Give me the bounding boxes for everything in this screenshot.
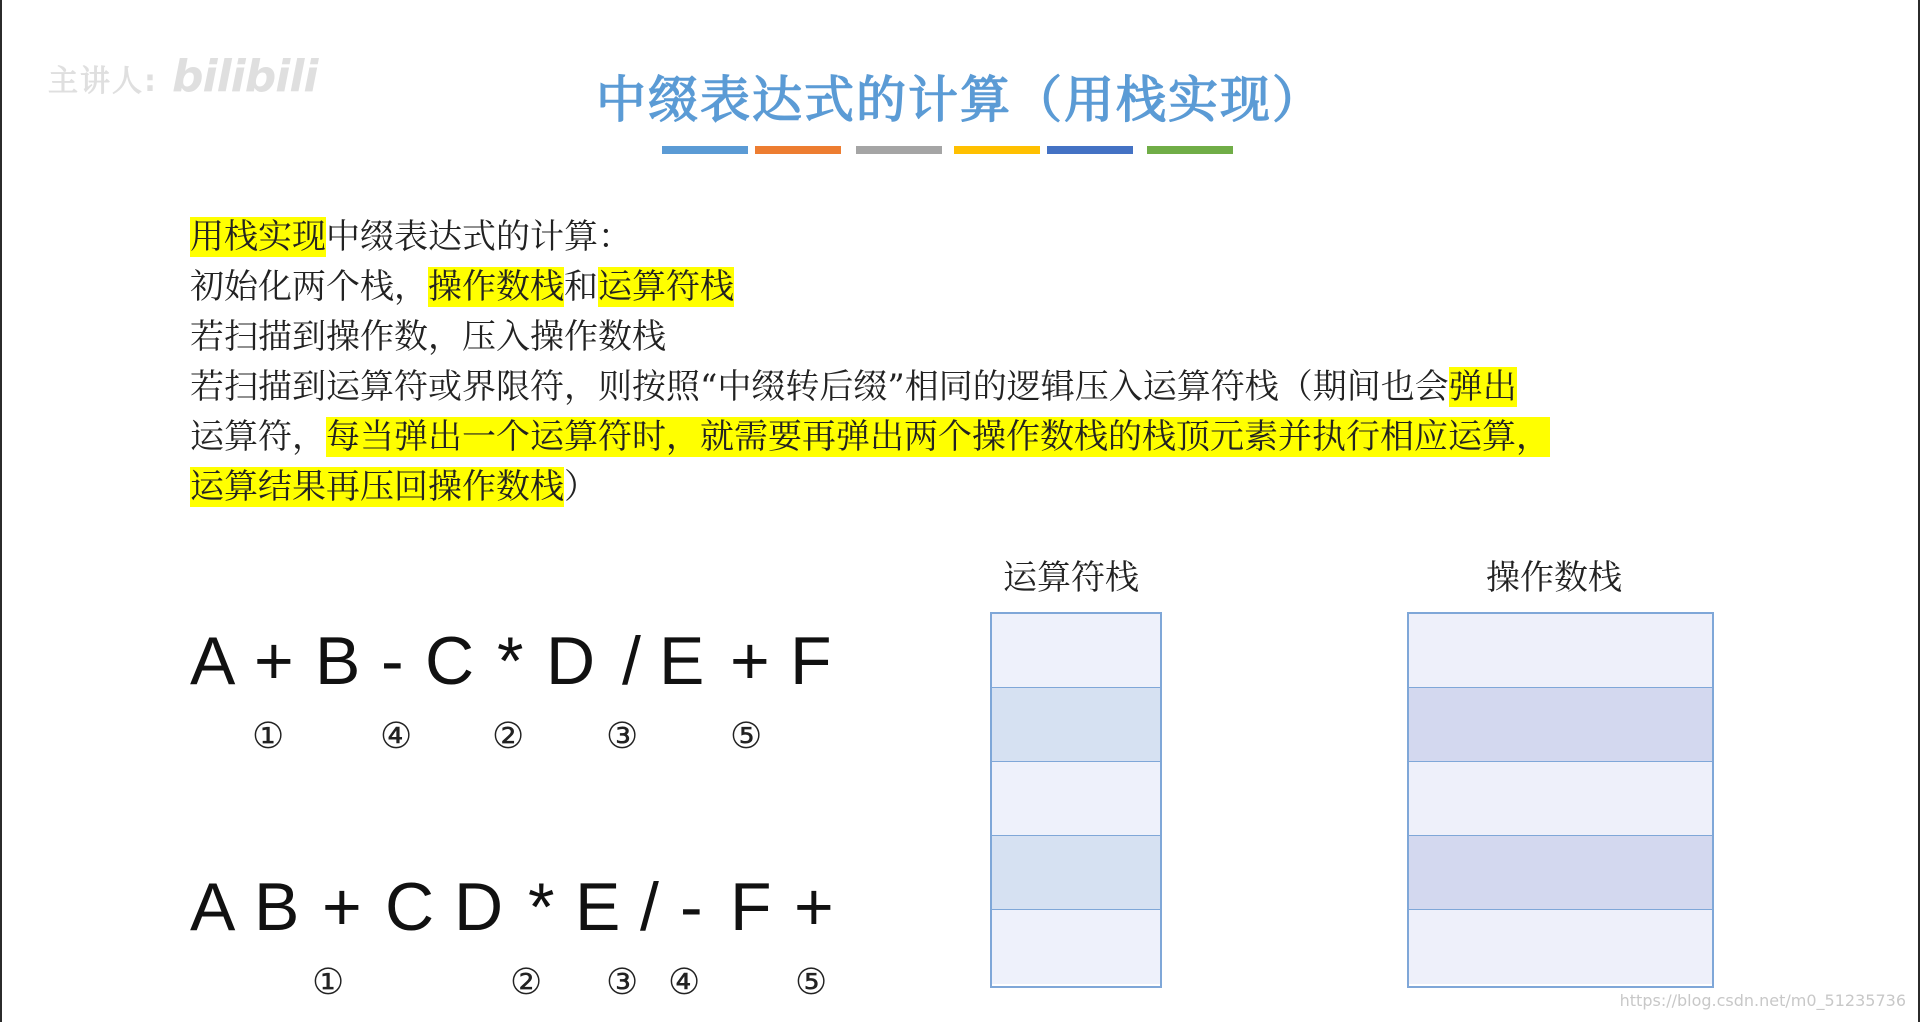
title-color-bar (755, 146, 841, 154)
order-marker: ④ (668, 962, 701, 1003)
expression-token: * (528, 869, 555, 945)
highlight-push-result: 运算结果再压回操作数栈 (190, 467, 564, 507)
intro-line-4-text: 若扫描到运算符或界限符，则按照“中缀转后缀”相同的逻辑压入运算符栈（期间也会 (190, 367, 1449, 407)
expression-token: * (497, 623, 524, 699)
title-color-bar (662, 146, 748, 154)
intro-line-4 (190, 362, 1790, 412)
expression-token: C (385, 869, 435, 945)
expression-token: B (315, 623, 361, 699)
intro-line-6 (190, 462, 1790, 512)
intro-line-2 (190, 262, 1790, 312)
order-marker: ③ (606, 962, 639, 1003)
expression-token: D (454, 869, 504, 945)
intro-line-2-text: 初始化两个栈， (190, 267, 428, 307)
expression-token: - (381, 623, 404, 699)
operand-stack-title: 操作数栈 (1486, 558, 1622, 598)
expression-token: B (254, 869, 300, 945)
highlight-pop-operands: 每当弹出一个运算符时，就需要再弹出两个操作数栈的栈顶元素并执行相应运算， (326, 417, 1550, 457)
order-marker: ① (312, 962, 345, 1003)
expression-token: A (190, 869, 236, 945)
stack-cell (992, 762, 1160, 836)
title-color-bar (954, 146, 1040, 154)
order-marker: ④ (380, 716, 413, 757)
highlight-pop: 弹出 (1448, 367, 1517, 407)
stack-cell (992, 910, 1160, 984)
operand-stack (1407, 612, 1714, 988)
order-marker: ③ (606, 716, 639, 757)
order-marker: ② (510, 962, 543, 1003)
operator-stack-title: 运算符栈 (1003, 558, 1139, 598)
intro-line-1 (190, 212, 1790, 262)
bilibili-logo: bilibili (172, 51, 318, 102)
expression-token: E (575, 869, 621, 945)
stack-cell (1409, 762, 1712, 836)
expression-token: F (730, 869, 772, 945)
intro-line-3: 若扫描到操作数，压入操作数栈 (190, 317, 666, 357)
expression-token: D (546, 623, 596, 699)
title-color-bar (856, 146, 942, 154)
expression-token: F (790, 623, 832, 699)
watermark-text: 主讲人: (48, 64, 158, 99)
slide-title: 中缀表达式的计算（用栈实现） (596, 71, 1324, 129)
stack-cell (992, 688, 1160, 762)
order-marker: ⑤ (795, 962, 828, 1003)
expression-token: + (322, 869, 362, 945)
highlight-operator-stack: 运算符栈 (598, 267, 734, 307)
csdn-url-watermark: https://blog.csdn.net/m0_51235736 (1619, 991, 1906, 1010)
title-color-bars (662, 146, 1237, 154)
expression-token: + (794, 869, 834, 945)
intro-line-1-text: 中缀表达式的计算： (326, 217, 632, 257)
expression-token: E (659, 623, 705, 699)
left-frame-edge (0, 0, 2, 1022)
order-marker: ⑤ (730, 716, 763, 757)
stack-cell (992, 614, 1160, 688)
title-color-bar (1147, 146, 1233, 154)
intro-text (190, 212, 1790, 512)
order-marker: ① (252, 716, 285, 757)
title-color-bar (1047, 146, 1133, 154)
order-marker: ② (492, 716, 525, 757)
intro-line-2-and: 和 (564, 267, 598, 307)
intro-line-5 (190, 412, 1790, 462)
intro-line-5-text: 运算符， (190, 417, 326, 457)
expression-token: C (425, 623, 475, 699)
highlight-operand-stack: 操作数栈 (428, 267, 564, 307)
stack-cell (992, 836, 1160, 910)
stack-cell (1409, 614, 1712, 688)
intro-line-6-paren: ） (564, 467, 598, 507)
expression-token: + (254, 623, 294, 699)
stack-cell (1409, 688, 1712, 762)
expression-token: / (622, 623, 641, 699)
expression-token: A (190, 623, 236, 699)
stack-cell (1409, 910, 1712, 984)
stack-cell (1409, 836, 1712, 910)
highlight-stack-impl: 用栈实现 (190, 217, 326, 257)
expression-token: - (680, 869, 703, 945)
expression-token: + (730, 623, 770, 699)
expression-token: / (640, 869, 659, 945)
operator-stack (990, 612, 1162, 988)
